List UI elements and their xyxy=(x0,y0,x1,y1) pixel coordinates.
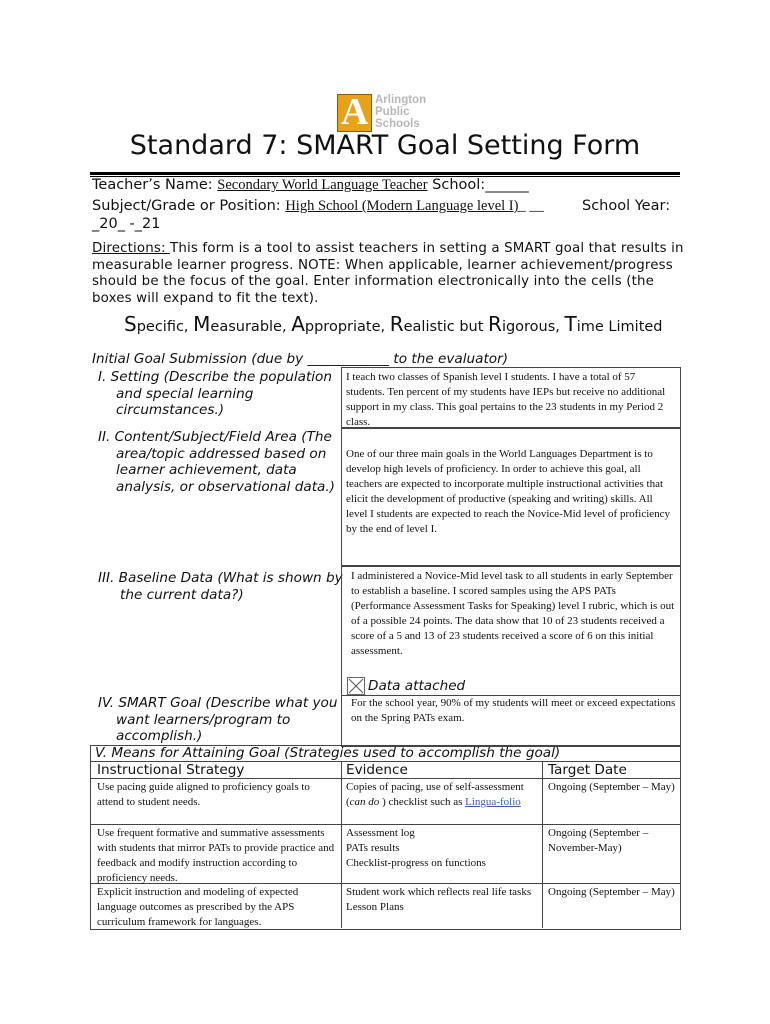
smart-rest-r2: igorous, xyxy=(501,319,565,335)
directions-label: Directions: xyxy=(92,241,171,256)
smart-rest-a: ppropriate, xyxy=(304,319,390,335)
row1-date[interactable]: Ongoing (September – May) xyxy=(548,781,675,793)
smart-initial-m: M xyxy=(193,312,211,336)
row2-evidence-line-1: Assessment log xyxy=(346,827,415,839)
subject-line xyxy=(92,198,544,215)
teacher-line xyxy=(92,177,529,194)
row1-evidence-em: can do xyxy=(349,796,380,808)
teacher-name-label: Teacher’s Name: xyxy=(92,177,218,193)
content-label: II. Content/Subject/Field Area (The area/topic addressed based on learner achievement, data analysis, or observational data.) xyxy=(98,429,335,495)
subject-trailing: _ __ xyxy=(518,198,544,214)
smart-initial-r1: R xyxy=(389,312,404,336)
initial-submission: Initial Goal Submission (due by ____________ to the evaluator) xyxy=(92,351,509,367)
subject-value[interactable]: High School (Modern Language level I) xyxy=(285,198,519,214)
row-rule-1 xyxy=(90,824,680,825)
row1-evidence-b: ) checklist such as xyxy=(379,796,466,808)
col-divider-2 xyxy=(542,761,543,928)
row3-date[interactable]: Ongoing (September – May) xyxy=(548,886,675,898)
school-label: School: xyxy=(427,177,486,193)
header-rule xyxy=(90,778,680,779)
row3-evidence-line-1: Student work which reflects real life tasks xyxy=(346,886,532,898)
header-evidence: Evidence xyxy=(346,762,408,778)
row1-evidence-a: Copies of pacing, use of self-assessment ( xyxy=(346,781,524,808)
logo-letter: A xyxy=(341,91,369,133)
smart-rest-r1: ealistic but xyxy=(403,319,489,335)
logo-line-3: Schools xyxy=(375,118,420,130)
school-year-label: School Year: xyxy=(582,198,671,214)
school-year-value[interactable]: _20_ -_21 xyxy=(92,216,161,232)
subject-label: Subject/Grade or Position: xyxy=(92,198,286,214)
header-strategy: Instructional Strategy xyxy=(97,762,245,778)
header-target-date: Target Date xyxy=(548,762,627,778)
content-text[interactable]: One of our three main goals in the World Languages Department is to develop high levels of proficiency. In order to achieve this goal, all teachers are expected to incorporate multiple instructional activities that elicit the development of productive (speaking and writing) skills. All level I students are expected to reach the Novice-Mid level of proficiency by the end of level I. xyxy=(346,448,671,535)
arlington-logo xyxy=(337,91,437,134)
checkbox-x-icon xyxy=(348,678,364,694)
baseline-text[interactable]: I administered a Novice-Mid level task to all students in early September to establish a baseline. I scored samples using the APS PATs (Performance Assessment Tasks for Speaking) level I rubric, which is out of a possible 24 points. The data show that 10 of 23 students received a score of a 5 and 13 of 23 students received a score of 6 on this initial assessment. xyxy=(351,570,675,657)
smart-rest-t: ime Limited xyxy=(576,319,663,335)
baseline-label: III. Baseline Data (What is shown by the current data?) xyxy=(98,570,343,603)
directions-text: This form is a tool to assist teachers in setting a SMART goal that results in measurable learner progress. NOTE: When applicable, learner achievement/progress should be the focus of the goal. Enter information electronically into the cells (the boxes will expand to fit the text). xyxy=(92,241,684,306)
smart-initial-t: T xyxy=(564,312,577,336)
setting-text[interactable]: I teach two classes of Spanish level I students. I have a total of 57 students. Ten percent of my students have IEPs but receive no additional support in my class. This goal pertains to the 23 students in my Period 2 class. xyxy=(346,371,666,428)
smart-rest-m: easurable, xyxy=(210,319,292,335)
smart-initial-r2: R xyxy=(488,312,502,336)
smart-rest-s: pecific, xyxy=(136,319,194,335)
row3-evidence[interactable] xyxy=(346,885,536,915)
col-divider-1 xyxy=(341,761,342,928)
linguafolio-link[interactable]: Lingua-folio xyxy=(465,796,521,808)
title-rule-thick xyxy=(90,172,680,175)
setting-label: I. Setting (Describe the population and special learning circumstances.) xyxy=(98,369,332,418)
data-attached-label: Data attached xyxy=(368,678,466,694)
row2-evidence-line-2: PATs results xyxy=(346,842,400,854)
goal-label: IV. SMART Goal (Describe what you want learners/program to accomplish.) xyxy=(98,695,338,744)
smart-initial-s: S xyxy=(124,312,137,336)
row2-evidence[interactable] xyxy=(346,826,536,871)
means-label: V. Means for Attaining Goal (Strategies used to accomplish the goal) xyxy=(95,745,561,761)
smart-initial-a: A xyxy=(291,312,305,336)
page-title: Standard 7: SMART Goal Setting Form xyxy=(129,130,641,161)
row2-date[interactable]: Ongoing (September – November-May) xyxy=(548,827,649,854)
data-attached-checkbox[interactable] xyxy=(347,677,365,695)
logo-line-2: Public xyxy=(375,106,410,118)
directions xyxy=(92,241,692,307)
logo-wordmark xyxy=(375,94,426,130)
row1-evidence[interactable] xyxy=(346,780,536,810)
logo-line-1: Arlington xyxy=(375,94,427,106)
row1-strategy[interactable]: Use pacing guide aligned to proficiency goals to attend to student needs. xyxy=(97,781,310,808)
goal-text[interactable]: For the school year, 90% of my students will meet or exceed expectations on the Spring PATs exam. xyxy=(351,697,676,724)
teacher-name-value[interactable]: Secondary World Language Teacher xyxy=(217,177,428,193)
smart-acronym xyxy=(124,312,663,336)
row3-strategy[interactable]: Explicit instruction and modeling of expected language outcomes as prescribed by the APS curriculum framework for languages. xyxy=(97,886,299,928)
row3-evidence-line-2: Lesson Plans xyxy=(346,901,404,913)
school-value[interactable]: ______ xyxy=(485,177,529,193)
row2-evidence-line-3: Checklist-progress on functions xyxy=(346,857,486,869)
logo-mark xyxy=(337,91,372,133)
row2-strategy[interactable]: Use frequent formative and summative assessments with students that mirror PATs to provide practice and feedback and modify instruction according to proficiency needs. xyxy=(97,827,335,884)
